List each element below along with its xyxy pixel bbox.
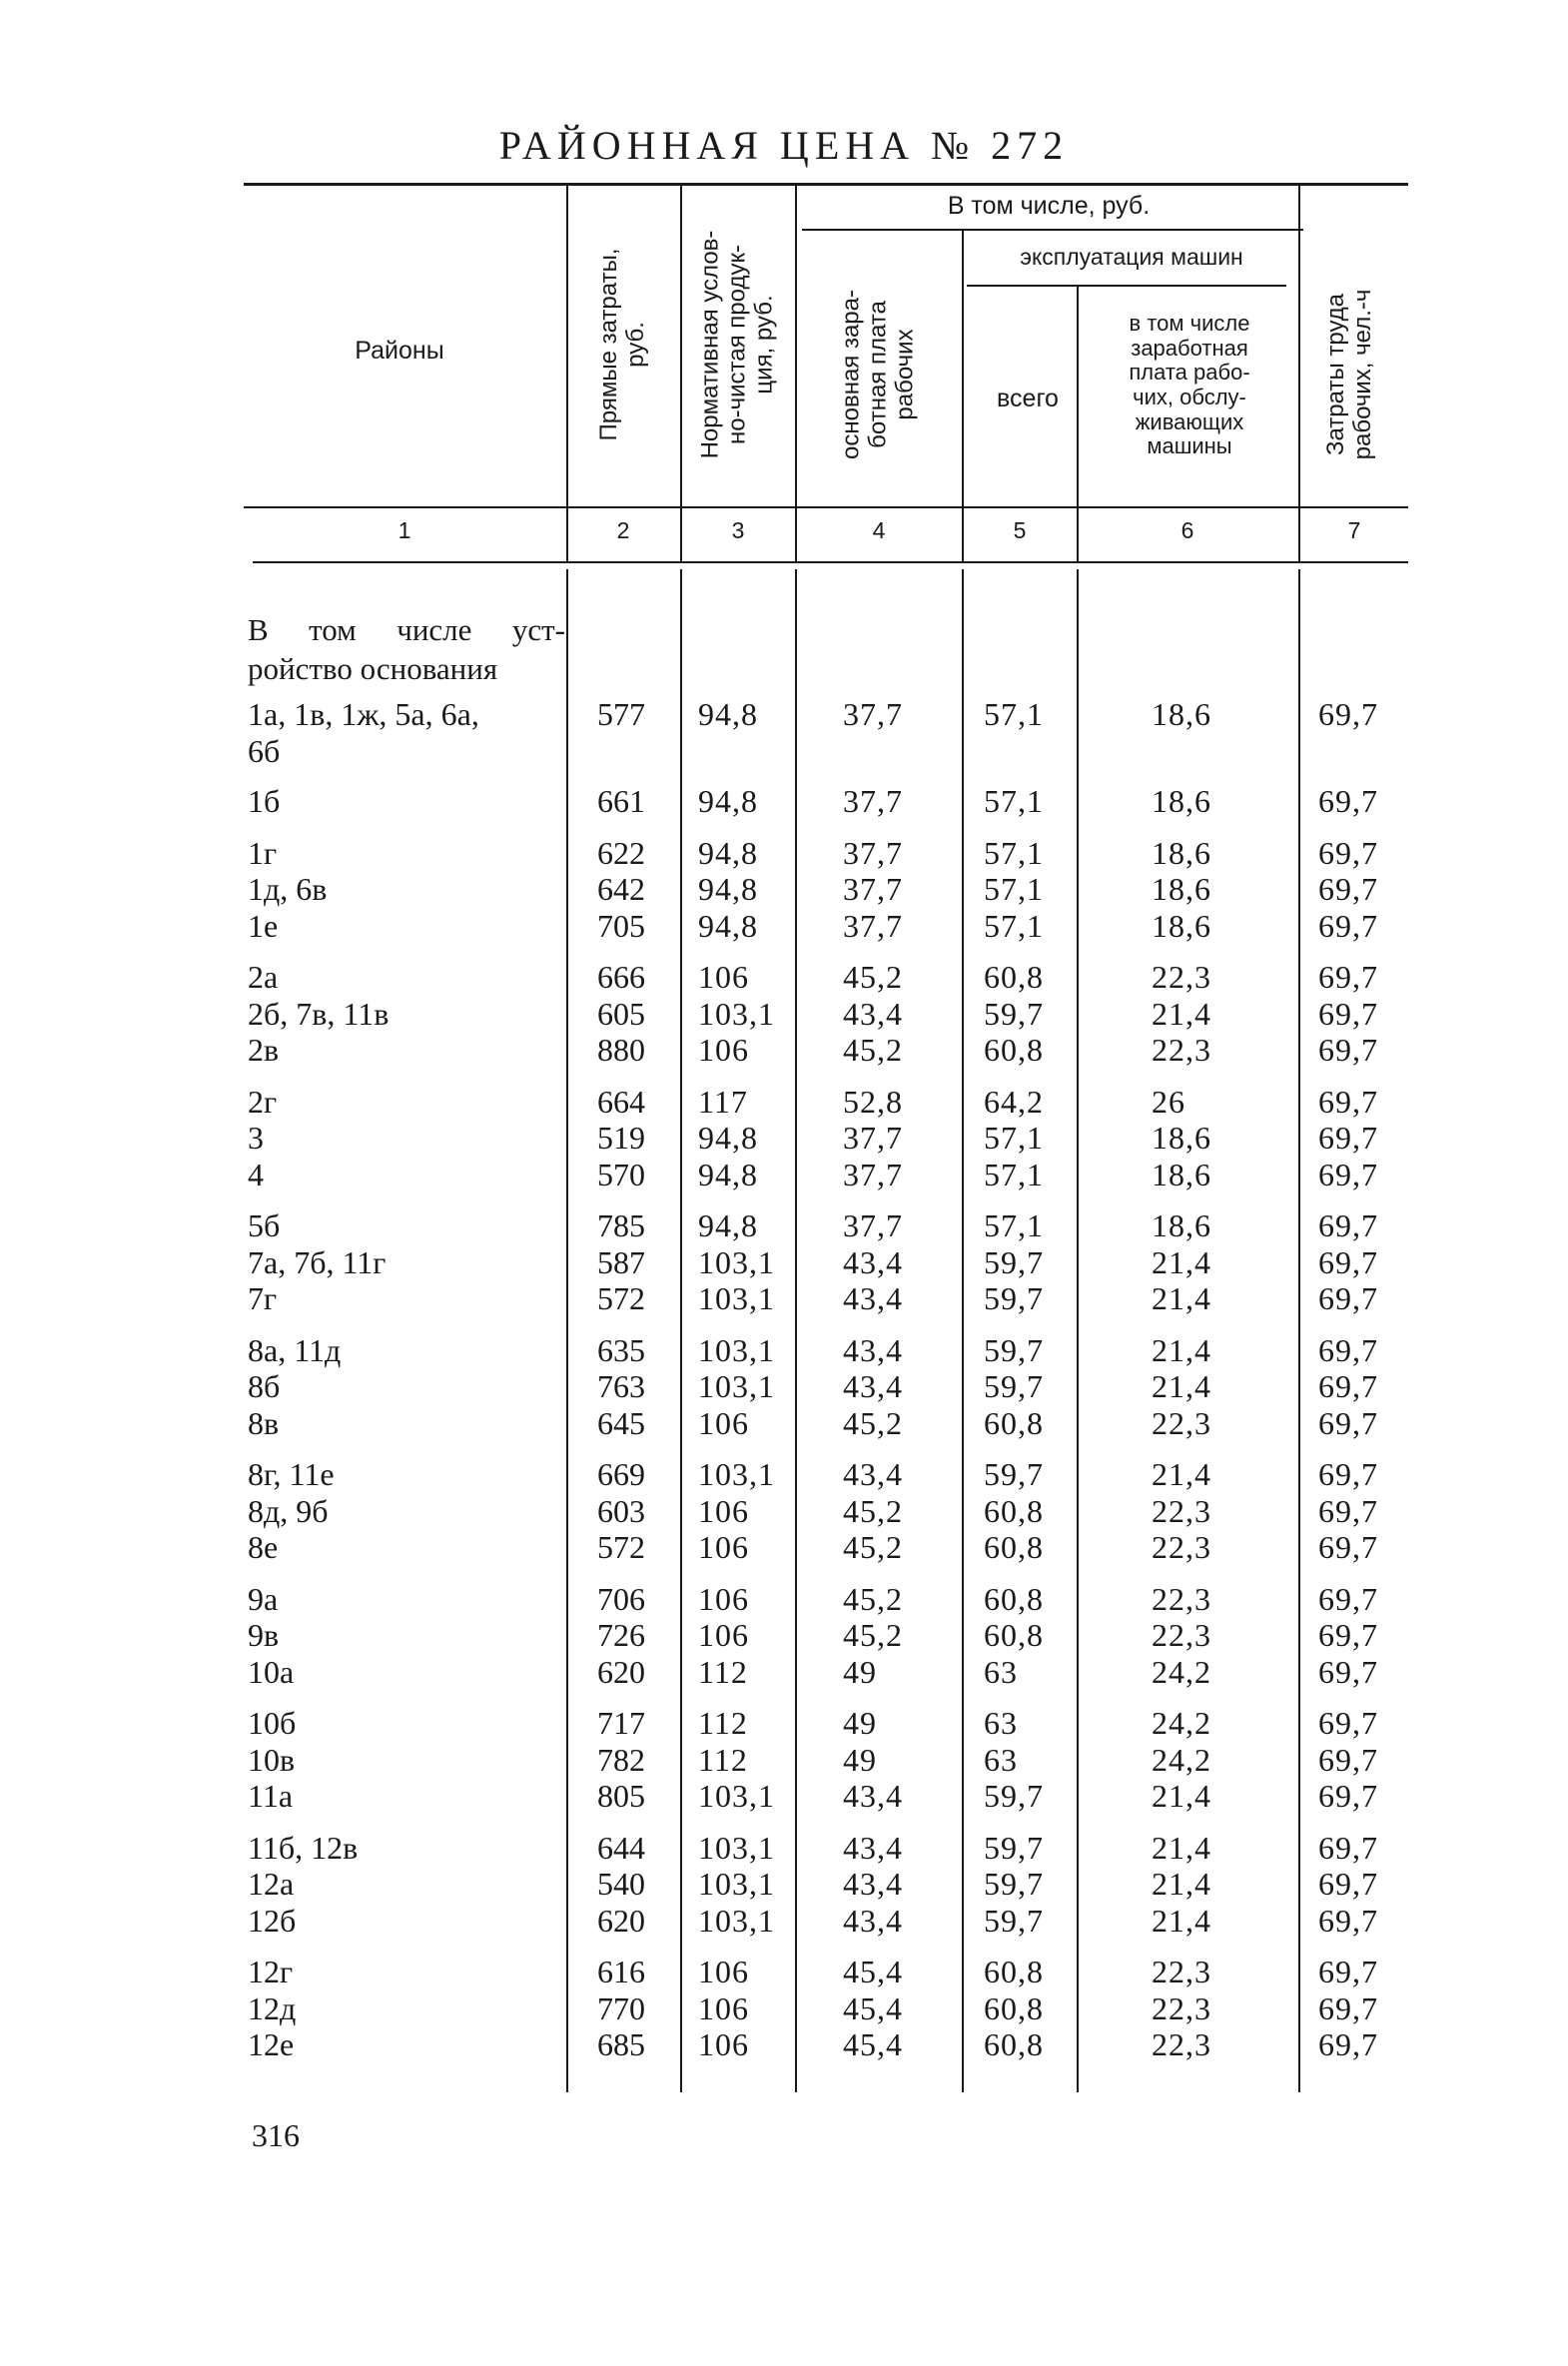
row-value-c4: 37,7 — [843, 871, 903, 907]
table-row — [0, 1529, 1568, 1566]
row-district: 9в — [248, 1617, 280, 1653]
row-value-c5: 57,1 — [984, 908, 1044, 944]
row-value-c2: 763 — [597, 1368, 645, 1404]
table-row — [0, 1654, 1568, 1691]
row-value-c5: 59,7 — [984, 996, 1044, 1032]
row-value-c4: 43,4 — [843, 1244, 903, 1280]
row-value-c7: 69,7 — [1318, 1903, 1378, 1939]
row-value-c2: 635 — [597, 1332, 645, 1368]
table-row — [0, 1368, 1568, 1405]
row-value-c5: 60,8 — [984, 1617, 1044, 1653]
table-row — [0, 959, 1568, 996]
row-value-c4: 43,4 — [843, 1903, 903, 1939]
row-value-c2: 587 — [597, 1244, 645, 1280]
table-row — [0, 1778, 1568, 1815]
row-value-c7: 69,7 — [1318, 1493, 1378, 1529]
row-district: 9а — [248, 1581, 279, 1617]
row-value-c6: 21,4 — [1152, 1332, 1211, 1368]
row-value-c6: 22,3 — [1152, 1405, 1211, 1441]
row-value-c3: 106 — [698, 1405, 749, 1441]
row-value-c3: 103,1 — [698, 1244, 775, 1280]
header-col4: основная зара- ботная плата рабочих — [837, 289, 919, 460]
header-col6: в том числе заработная плата рабо- чих, обслу- живающих машины — [1129, 311, 1250, 459]
row-district: 8в — [248, 1405, 280, 1441]
row-value-c4: 37,7 — [843, 783, 903, 819]
row-value-c3: 103,1 — [698, 1280, 775, 1316]
row-value-c5: 63 — [984, 1705, 1018, 1741]
row-value-c6: 21,4 — [1152, 996, 1211, 1032]
row-value-c2: 570 — [597, 1157, 645, 1192]
top-rule — [244, 183, 1408, 186]
row-value-c5: 59,7 — [984, 1244, 1044, 1280]
page-number: 316 — [252, 2117, 300, 2153]
row-value-c4: 45,4 — [843, 2026, 903, 2062]
subgroup-rule — [967, 285, 1286, 287]
row-value-c5: 63 — [984, 1654, 1018, 1690]
row-value-c2: 519 — [597, 1120, 645, 1156]
row-value-c2: 782 — [597, 1742, 645, 1778]
row-value-c4: 45,4 — [843, 1990, 903, 2026]
row-value-c4: 37,7 — [843, 835, 903, 871]
row-value-c3: 103,1 — [698, 1866, 775, 1902]
row-district: 5б — [248, 1207, 281, 1243]
row-value-c4: 45,2 — [843, 1581, 903, 1617]
row-value-c6: 21,4 — [1152, 1830, 1211, 1866]
row-value-c3: 106 — [698, 1032, 749, 1068]
row-value-c7: 69,7 — [1318, 783, 1378, 819]
table-row — [0, 1493, 1568, 1530]
row-value-c5: 59,7 — [984, 1778, 1044, 1814]
row-value-c3: 94,8 — [698, 871, 758, 907]
row-value-c5: 57,1 — [984, 696, 1044, 732]
row-value-c6: 24,2 — [1152, 1742, 1211, 1778]
header-bottom-rule — [244, 506, 1408, 508]
row-value-c4: 49 — [843, 1705, 877, 1741]
row-value-c2: 622 — [597, 835, 645, 871]
row-value-c5: 60,8 — [984, 1581, 1044, 1617]
row-value-c7: 69,7 — [1318, 1032, 1378, 1068]
header-vline-3 — [795, 186, 797, 506]
header-vline-2 — [680, 186, 682, 506]
row-value-c5: 60,8 — [984, 1529, 1044, 1565]
row-value-c4: 45,2 — [843, 1529, 903, 1565]
col-number-2: 2 — [616, 517, 630, 543]
row-value-c7: 69,7 — [1318, 1280, 1378, 1316]
row-value-c3: 103,1 — [698, 1332, 775, 1368]
row-value-c6: 24,2 — [1152, 1654, 1211, 1690]
header-col7: Затраты труда рабочих, чел.-ч — [1322, 289, 1376, 460]
row-value-c6: 24,2 — [1152, 1705, 1211, 1741]
col-number-7: 7 — [1347, 517, 1361, 543]
table-row — [0, 1120, 1568, 1157]
section-title-line1: В том числе уст- — [248, 612, 565, 647]
table-row — [0, 696, 1568, 769]
row-value-c6: 26 — [1152, 1084, 1185, 1120]
row-value-c7: 69,7 — [1318, 1084, 1378, 1120]
row-value-c6: 18,6 — [1152, 1207, 1211, 1243]
row-value-c5: 60,8 — [984, 959, 1044, 995]
row-value-c7: 69,7 — [1318, 1207, 1378, 1243]
row-value-c3: 103,1 — [698, 1903, 775, 1939]
row-value-c6: 18,6 — [1152, 783, 1211, 819]
row-value-c7: 69,7 — [1318, 1830, 1378, 1866]
row-value-c5: 57,1 — [984, 1120, 1044, 1156]
num-vline-4 — [962, 508, 964, 561]
row-value-c6: 18,6 — [1152, 908, 1211, 944]
table-row — [0, 1084, 1568, 1121]
row-value-c6: 21,4 — [1152, 1778, 1211, 1814]
row-value-c6: 18,6 — [1152, 696, 1211, 732]
header-vline-4 — [962, 231, 964, 506]
row-value-c4: 49 — [843, 1742, 877, 1778]
row-value-c3: 106 — [698, 1529, 749, 1565]
row-value-c5: 60,8 — [984, 1990, 1044, 2026]
table-row — [0, 1742, 1568, 1779]
num-vline-3 — [795, 508, 797, 561]
table-row — [0, 1866, 1568, 1903]
row-value-c7: 69,7 — [1318, 1120, 1378, 1156]
row-value-c3: 112 — [698, 1705, 748, 1741]
header-col5: всего — [997, 385, 1059, 412]
row-district: 2а — [248, 959, 279, 995]
page-title: РАЙОННАЯ ЦЕНА № 272 — [498, 123, 1070, 168]
row-value-c6: 21,4 — [1152, 1456, 1211, 1492]
row-value-c4: 43,4 — [843, 1778, 903, 1814]
table-row — [0, 1032, 1568, 1069]
row-value-c4: 37,7 — [843, 908, 903, 944]
row-value-c6: 22,3 — [1152, 1954, 1211, 1989]
row-value-c4: 43,4 — [843, 1456, 903, 1492]
row-value-c3: 94,8 — [698, 1207, 758, 1243]
row-value-c7: 69,7 — [1318, 1456, 1378, 1492]
table-row — [0, 1456, 1568, 1493]
row-value-c4: 45,2 — [843, 1405, 903, 1441]
row-value-c4: 37,7 — [843, 1120, 903, 1156]
row-value-c2: 642 — [597, 871, 645, 907]
row-value-c2: 572 — [597, 1529, 645, 1565]
table-row — [0, 835, 1568, 872]
row-value-c2: 620 — [597, 1654, 645, 1690]
row-value-c2: 616 — [597, 1954, 645, 1989]
row-district: 3 — [248, 1120, 264, 1156]
row-district: 12е — [248, 2026, 295, 2062]
header-col2: Прямые затраты, руб. — [595, 248, 649, 441]
row-district: 2в — [248, 1032, 280, 1068]
row-value-c4: 37,7 — [843, 1157, 903, 1192]
row-value-c3: 103,1 — [698, 1830, 775, 1866]
row-value-c5: 60,8 — [984, 1032, 1044, 1068]
row-value-c5: 59,7 — [984, 1280, 1044, 1316]
row-value-c3: 112 — [698, 1654, 748, 1690]
table-row — [0, 1157, 1568, 1193]
section-title — [248, 611, 565, 689]
table-row — [0, 996, 1568, 1033]
row-district: 2г — [248, 1084, 278, 1120]
group-rule — [802, 229, 1303, 231]
row-district: 11б, 12в — [248, 1830, 359, 1866]
row-value-c3: 103,1 — [698, 1778, 775, 1814]
row-district: 11а — [248, 1778, 294, 1814]
row-value-c7: 69,7 — [1318, 1990, 1378, 2026]
row-value-c3: 94,8 — [698, 835, 758, 871]
row-value-c4: 37,7 — [843, 696, 903, 732]
row-value-c3: 106 — [698, 1990, 749, 2026]
row-value-c4: 43,4 — [843, 1368, 903, 1404]
row-district: 12а — [248, 1866, 295, 1902]
row-district: 4 — [248, 1157, 264, 1192]
row-value-c6: 22,3 — [1152, 1990, 1211, 2026]
row-value-c5: 59,7 — [984, 1830, 1044, 1866]
header-vline-5 — [1077, 287, 1079, 506]
row-value-c4: 45,4 — [843, 1954, 903, 1989]
row-value-c6: 21,4 — [1152, 1866, 1211, 1902]
row-district: 8а, 11д — [248, 1332, 342, 1368]
row-value-c4: 45,2 — [843, 1493, 903, 1529]
row-value-c3: 103,1 — [698, 1456, 775, 1492]
row-value-c3: 103,1 — [698, 1368, 775, 1404]
row-value-c2: 669 — [597, 1456, 645, 1492]
header-vline-6 — [1298, 186, 1300, 506]
table-row — [0, 1617, 1568, 1654]
row-value-c5: 59,7 — [984, 1332, 1044, 1368]
row-value-c6: 18,6 — [1152, 1120, 1211, 1156]
row-value-c5: 60,8 — [984, 1954, 1044, 1989]
row-value-c6: 18,6 — [1152, 1157, 1211, 1192]
row-value-c3: 112 — [698, 1742, 748, 1778]
table-row — [0, 1207, 1568, 1244]
row-district: 7г — [248, 1280, 278, 1316]
row-value-c2: 880 — [597, 1032, 645, 1068]
table-row — [0, 1705, 1568, 1742]
num-vline-5 — [1077, 508, 1079, 561]
row-value-c7: 69,7 — [1318, 871, 1378, 907]
row-value-c3: 106 — [698, 1954, 749, 1989]
row-value-c7: 69,7 — [1318, 1332, 1378, 1368]
row-value-c4: 52,8 — [843, 1084, 903, 1120]
row-value-c2: 644 — [597, 1830, 645, 1866]
row-district: 8б — [248, 1368, 281, 1404]
row-value-c4: 43,4 — [843, 1280, 903, 1316]
row-value-c2: 645 — [597, 1405, 645, 1441]
row-value-c7: 69,7 — [1318, 1581, 1378, 1617]
header-subgroup: эксплуатация машин — [1020, 244, 1243, 270]
row-value-c5: 60,8 — [984, 1493, 1044, 1529]
row-district: 1д, 6в — [248, 871, 328, 907]
row-value-c7: 69,7 — [1318, 1405, 1378, 1441]
row-value-c2: 666 — [597, 959, 645, 995]
table-row — [0, 1903, 1568, 1940]
row-value-c2: 620 — [597, 1903, 645, 1939]
row-value-c4: 45,2 — [843, 1032, 903, 1068]
row-value-c6: 18,6 — [1152, 871, 1211, 907]
row-value-c2: 605 — [597, 996, 645, 1032]
row-value-c2: 726 — [597, 1617, 645, 1653]
row-district: 10б — [248, 1705, 297, 1741]
row-value-c6: 22,3 — [1152, 1581, 1211, 1617]
row-value-c6: 21,4 — [1152, 1280, 1211, 1316]
row-value-c2: 577 — [597, 696, 645, 732]
table-row — [0, 871, 1568, 908]
col-number-4: 4 — [872, 517, 886, 543]
row-district: 1е — [248, 908, 279, 944]
num-vline-2 — [680, 508, 682, 561]
numbers-bottom-rule — [253, 561, 1408, 563]
row-value-c4: 43,4 — [843, 1332, 903, 1368]
row-district: 8е — [248, 1529, 279, 1565]
row-value-c6: 18,6 — [1152, 835, 1211, 871]
row-value-c2: 661 — [597, 783, 645, 819]
table-row — [0, 1954, 1568, 1990]
row-district: 8г, 11е — [248, 1456, 335, 1492]
row-value-c2: 540 — [597, 1866, 645, 1902]
row-value-c5: 60,8 — [984, 1405, 1044, 1441]
row-value-c7: 69,7 — [1318, 835, 1378, 871]
row-value-c5: 57,1 — [984, 1207, 1044, 1243]
row-value-c7: 69,7 — [1318, 1742, 1378, 1778]
table-row — [0, 1280, 1568, 1317]
row-district: 12д — [248, 1990, 297, 2026]
table-row — [0, 1990, 1568, 2027]
row-value-c5: 57,1 — [984, 1157, 1044, 1192]
row-value-c2: 717 — [597, 1705, 645, 1741]
header-col3: Нормативная услов- но-чистая продук- ция, руб. — [696, 230, 778, 459]
header-group: В том числе, руб. — [947, 192, 1151, 220]
row-value-c7: 69,7 — [1318, 1954, 1378, 1989]
row-value-c7: 69,7 — [1318, 1866, 1378, 1902]
row-value-c4: 43,4 — [843, 1830, 903, 1866]
table-row — [0, 1830, 1568, 1867]
row-value-c7: 69,7 — [1318, 959, 1378, 995]
col-number-3: 3 — [731, 517, 745, 543]
num-vline-1 — [566, 508, 568, 561]
row-value-c7: 69,7 — [1318, 696, 1378, 732]
row-value-c3: 106 — [698, 1581, 749, 1617]
row-value-c4: 43,4 — [843, 1866, 903, 1902]
row-district: 10а — [248, 1654, 295, 1690]
table-row — [0, 1405, 1568, 1442]
table-row — [0, 783, 1568, 820]
row-value-c2: 706 — [597, 1581, 645, 1617]
row-value-c3: 106 — [698, 959, 749, 995]
row-value-c3: 106 — [698, 2026, 749, 2062]
row-value-c6: 22,3 — [1152, 1617, 1211, 1653]
row-value-c2: 785 — [597, 1207, 645, 1243]
row-value-c3: 94,8 — [698, 1157, 758, 1192]
row-district: 7а, 7б, 11г — [248, 1244, 387, 1280]
row-value-c5: 59,7 — [984, 1456, 1044, 1492]
row-value-c4: 45,2 — [843, 959, 903, 995]
row-value-c7: 69,7 — [1318, 1244, 1378, 1280]
row-value-c7: 69,7 — [1318, 2026, 1378, 2062]
row-value-c4: 37,7 — [843, 1207, 903, 1243]
row-value-c3: 94,8 — [698, 783, 758, 819]
row-value-c5: 59,7 — [984, 1368, 1044, 1404]
row-value-c2: 572 — [597, 1280, 645, 1316]
row-value-c3: 94,8 — [698, 696, 758, 732]
row-value-c7: 69,7 — [1318, 1529, 1378, 1565]
row-value-c6: 22,3 — [1152, 1529, 1211, 1565]
row-value-c2: 705 — [597, 908, 645, 944]
row-district: 2б, 7в, 11в — [248, 996, 390, 1032]
row-value-c5: 63 — [984, 1742, 1018, 1778]
row-value-c5: 60,8 — [984, 2026, 1044, 2062]
row-value-c7: 69,7 — [1318, 1157, 1378, 1192]
row-value-c6: 22,3 — [1152, 2026, 1211, 2062]
row-value-c5: 57,1 — [984, 871, 1044, 907]
row-value-c4: 45,2 — [843, 1617, 903, 1653]
row-value-c2: 603 — [597, 1493, 645, 1529]
col-number-6: 6 — [1180, 517, 1194, 543]
row-value-c3: 106 — [698, 1617, 749, 1653]
row-value-c7: 69,7 — [1318, 1654, 1378, 1690]
row-district: 10в — [248, 1742, 296, 1778]
row-value-c6: 21,4 — [1152, 1903, 1211, 1939]
row-value-c2: 805 — [597, 1778, 645, 1814]
row-district: 12б — [248, 1903, 297, 1939]
col-number-1: 1 — [397, 517, 411, 543]
row-value-c6: 22,3 — [1152, 959, 1211, 995]
table-row — [0, 1332, 1568, 1369]
table-row — [0, 908, 1568, 945]
table-row — [0, 2026, 1568, 2063]
row-value-c5: 57,1 — [984, 783, 1044, 819]
header-col1: Районы — [355, 337, 444, 365]
row-value-c5: 59,7 — [984, 1866, 1044, 1902]
row-value-c7: 69,7 — [1318, 1368, 1378, 1404]
row-value-c2: 770 — [597, 1990, 645, 2026]
row-district: 12г — [248, 1954, 294, 1989]
num-vline-6 — [1298, 508, 1300, 561]
row-value-c2: 664 — [597, 1084, 645, 1120]
row-value-c2: 685 — [597, 2026, 645, 2062]
row-district: 8д, 9б — [248, 1493, 329, 1529]
row-value-c3: 103,1 — [698, 996, 775, 1032]
col-number-5: 5 — [1013, 517, 1027, 543]
header-vline-1 — [566, 186, 568, 506]
row-value-c7: 69,7 — [1318, 908, 1378, 944]
row-value-c6: 22,3 — [1152, 1493, 1211, 1529]
row-value-c7: 69,7 — [1318, 1617, 1378, 1653]
row-value-c3: 117 — [698, 1084, 748, 1120]
row-value-c3: 106 — [698, 1493, 749, 1529]
row-value-c7: 69,7 — [1318, 1705, 1378, 1741]
row-district: 1г — [248, 835, 278, 871]
row-value-c3: 94,8 — [698, 1120, 758, 1156]
row-value-c6: 21,4 — [1152, 1368, 1211, 1404]
row-value-c4: 49 — [843, 1654, 877, 1690]
row-value-c3: 94,8 — [698, 908, 758, 944]
row-value-c5: 57,1 — [984, 835, 1044, 871]
row-value-c6: 21,4 — [1152, 1244, 1211, 1280]
row-value-c6: 22,3 — [1152, 1032, 1211, 1068]
row-value-c7: 69,7 — [1318, 1778, 1378, 1814]
row-value-c7: 69,7 — [1318, 996, 1378, 1032]
row-value-c5: 59,7 — [984, 1903, 1044, 1939]
row-value-c4: 43,4 — [843, 996, 903, 1032]
row-district: 1б — [248, 783, 281, 819]
table-row — [0, 1244, 1568, 1281]
section-title-line2: ройство основания — [248, 650, 498, 686]
row-district: 1а, 1в, 1ж, 5а, 6а, 6б — [248, 696, 479, 769]
table-row — [0, 1581, 1568, 1618]
row-value-c5: 64,2 — [984, 1084, 1044, 1120]
